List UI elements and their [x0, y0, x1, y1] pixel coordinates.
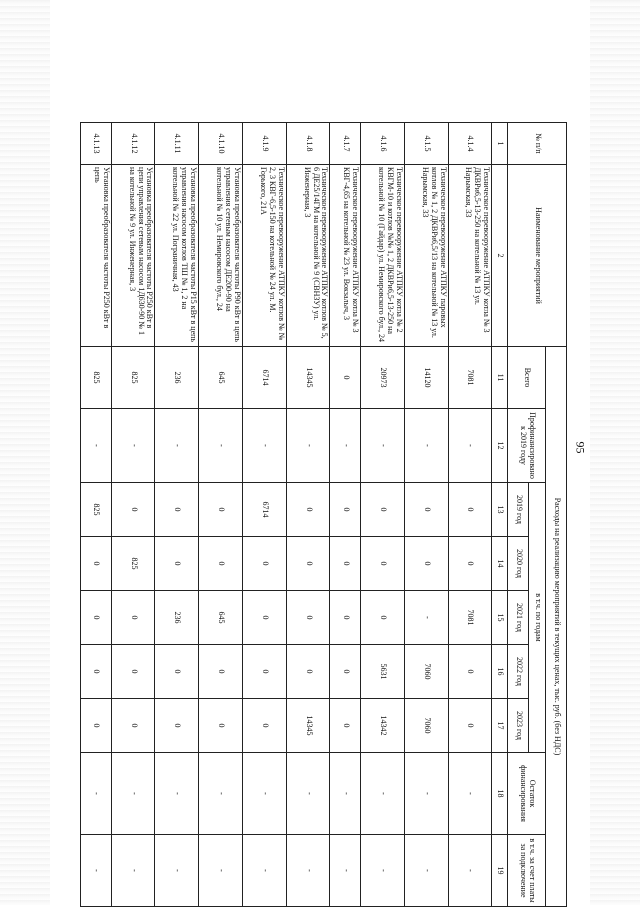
header-by-years: в т.ч. по годам: [529, 483, 547, 753]
row-2019: 0: [111, 483, 155, 537]
row-total: 825: [111, 347, 155, 409]
row-total: 7081: [448, 347, 492, 409]
col-number: 2: [492, 165, 508, 347]
row-total: 0: [330, 347, 361, 409]
row-2021: 236: [155, 591, 199, 645]
header-year-2022: 2022 год: [508, 645, 529, 699]
row-2021: 0: [286, 591, 330, 645]
header-total: Всего: [508, 347, 546, 409]
row-2021: 0: [111, 591, 155, 645]
row-prefinanced: -: [111, 409, 155, 483]
row-name: Техническое перевооружение АТПКУ паровых котлов № 1, 2 ДКВРи6,5/13 на котельной № 13 ул. Нарымская, 33: [404, 165, 448, 347]
table-row: [242, 123, 286, 907]
row-connection-fee: -: [361, 835, 405, 907]
row-2020: 0: [404, 537, 448, 591]
row-name: Техническое перевооружение АТПКУ котлов № 5, 6 ДЕ25/14ГМ на котельной № 9 (СВНЗУ) ул. Инженерная, 3: [286, 165, 330, 347]
row-2019: 0: [404, 483, 448, 537]
row-number: 4.1.11: [155, 123, 199, 165]
row-2023: 14345: [286, 699, 330, 753]
header-name: Наименование мероприятий: [508, 165, 567, 347]
row-name: Установка преобразователя частоты Р250 кВт в цепь: [81, 165, 112, 347]
row-total: 645: [199, 347, 243, 409]
header-num: № п/п: [508, 123, 567, 165]
row-connection-fee: -: [111, 835, 155, 907]
row-connection-fee: -: [404, 835, 448, 907]
row-2021: 0: [330, 591, 361, 645]
row-name: Техническое перевооружение АТПКУ котла № 3 ДКВРи6,5-13-250 на котельной № 13 ул. Нарымская, 33: [448, 165, 492, 347]
row-2022: 0: [111, 645, 155, 699]
table-row: [404, 123, 448, 907]
table-row: [111, 123, 155, 907]
row-2023: 0: [199, 699, 243, 753]
row-prefinanced: -: [242, 409, 286, 483]
row-2022: 0: [155, 645, 199, 699]
row-remainder: -: [199, 753, 243, 835]
col-number: 16: [492, 645, 508, 699]
row-number: 4.1.7: [330, 123, 361, 165]
row-name: Техническое перевооружение АТПКУ котла № 2 КВГМ-10 и котлов №№ 1, 2 ДКВРи6,5-13-250 на котельной № 10 (Гайдар) ул. Немировского бул., 24: [361, 165, 405, 347]
row-2022: 0: [242, 645, 286, 699]
row-2021: -: [404, 591, 448, 645]
row-number: 4.1.12: [111, 123, 155, 165]
table-row: [81, 123, 112, 907]
row-connection-fee: -: [199, 835, 243, 907]
row-2021: 0: [81, 591, 112, 645]
row-name: Установка преобразователя частоты Р90 кВт в цепь управления сетевым насосом ДЕ200-90 на котельной № 10 ул. Немировского бул., 24: [199, 165, 243, 347]
row-2020: 0: [330, 537, 361, 591]
row-total: 14120: [404, 347, 448, 409]
table-row: [361, 123, 405, 907]
header-year-2020: 2020 год: [508, 537, 529, 591]
col-number: 13: [492, 483, 508, 537]
table-row: [199, 123, 243, 907]
row-name: Установка преобразователя частоты Р15 кВт в цепь управления насосом котлов ТШ № 1, 2 на котельной № 22 ул. Пограничная, 43: [155, 165, 199, 347]
row-connection-fee: -: [330, 835, 361, 907]
column-numbers-row: [492, 123, 508, 907]
expenses-table: [80, 122, 567, 907]
col-number: 15: [492, 591, 508, 645]
row-connection-fee: -: [81, 835, 112, 907]
header-prefinanced: Профинансировано к 2019 году: [508, 409, 546, 483]
page-number: 95: [573, 441, 588, 454]
row-number: 4.1.5: [404, 123, 448, 165]
row-2023: 0: [448, 699, 492, 753]
header-year-2023: 2023 год: [508, 699, 529, 753]
row-connection-fee: -: [448, 835, 492, 907]
row-number: 4.1.4: [448, 123, 492, 165]
row-prefinanced: -: [199, 409, 243, 483]
table-body: [81, 123, 492, 907]
row-total: 6714: [242, 347, 286, 409]
row-remainder: -: [404, 753, 448, 835]
row-2020: 825: [111, 537, 155, 591]
row-remainder: -: [155, 753, 199, 835]
row-2023: 0: [81, 699, 112, 753]
row-2023: 14342: [361, 699, 405, 753]
row-total: 825: [81, 347, 112, 409]
row-total: 236: [155, 347, 199, 409]
header-year-2021: 2021 год: [508, 591, 529, 645]
row-2022: 0: [286, 645, 330, 699]
row-name: Техническое перевооружение АТПКУ котла № 3 КВГ-4,65 на котельной № 23 ул. Вокзалыч, 3: [330, 165, 361, 347]
row-2019: 0: [448, 483, 492, 537]
row-name: Техническое перевооружение АТПКУ котлов № № 2, 3 КВГ-6,5-150 на котельной № 24 ул. М. Горького, 21А: [242, 165, 286, 347]
row-2020: 0: [199, 537, 243, 591]
row-2019: 0: [155, 483, 199, 537]
scan-edge-right: [590, 0, 640, 905]
table-row: [286, 123, 330, 907]
table-row: [155, 123, 199, 907]
row-2020: 0: [81, 537, 112, 591]
row-2019: 6714: [242, 483, 286, 537]
row-2022: 0: [199, 645, 243, 699]
row-2021: 645: [199, 591, 243, 645]
row-2020: 0: [286, 537, 330, 591]
row-number: 4.1.9: [242, 123, 286, 165]
row-2021: 0: [242, 591, 286, 645]
row-number: 4.1.13: [81, 123, 112, 165]
row-2020: 0: [361, 537, 405, 591]
table-row: [448, 123, 492, 907]
row-2019: 825: [81, 483, 112, 537]
row-remainder: -: [330, 753, 361, 835]
row-2023: 0: [242, 699, 286, 753]
row-2023: 0: [111, 699, 155, 753]
header-expenses: Расходы на реализацию мероприятий в текущих ценах, тыс. руб. (без НДС): [546, 347, 567, 907]
row-remainder: -: [361, 753, 405, 835]
row-2021: 7081: [448, 591, 492, 645]
header-row-1: [546, 123, 567, 907]
row-2022: 0: [448, 645, 492, 699]
row-connection-fee: -: [155, 835, 199, 907]
row-remainder: -: [81, 753, 112, 835]
col-number: 14: [492, 537, 508, 591]
table-row: [330, 123, 361, 907]
col-number: 17: [492, 699, 508, 753]
row-total: 14345: [286, 347, 330, 409]
row-remainder: -: [111, 753, 155, 835]
row-number: 4.1.8: [286, 123, 330, 165]
row-remainder: -: [242, 753, 286, 835]
header-year-2019: 2019 год: [508, 483, 529, 537]
row-2023: 0: [155, 699, 199, 753]
col-number: 18: [492, 753, 508, 835]
row-name: Установка преобразователя частоты Р250 кВт в цепи управления сетевым насосом 1Д630-90 № 1 на котельной № 9 ул. Инженерная, 3: [111, 165, 155, 347]
row-prefinanced: -: [361, 409, 405, 483]
header-incl-connection: в т.ч. за счет платы за подключение: [508, 835, 546, 907]
row-2019: 0: [361, 483, 405, 537]
row-2020: 0: [242, 537, 286, 591]
row-number: 4.1.10: [199, 123, 243, 165]
col-number: 11: [492, 347, 508, 409]
row-2022: 7060: [404, 645, 448, 699]
row-2021: 0: [361, 591, 405, 645]
row-2023: 0: [330, 699, 361, 753]
col-number: 1: [492, 123, 508, 165]
row-remainder: -: [286, 753, 330, 835]
row-2020: 0: [155, 537, 199, 591]
row-2019: 0: [286, 483, 330, 537]
row-2019: 0: [199, 483, 243, 537]
row-prefinanced: -: [404, 409, 448, 483]
row-connection-fee: -: [286, 835, 330, 907]
row-prefinanced: -: [330, 409, 361, 483]
row-2023: 7060: [404, 699, 448, 753]
col-number: 12: [492, 409, 508, 483]
row-prefinanced: -: [155, 409, 199, 483]
row-2022: 5631: [361, 645, 405, 699]
row-2020: 0: [448, 537, 492, 591]
header-remainder: Остаток финансирования: [508, 753, 546, 835]
row-prefinanced: -: [448, 409, 492, 483]
col-number: 19: [492, 835, 508, 907]
row-2022: 0: [81, 645, 112, 699]
row-2019: 0: [330, 483, 361, 537]
row-2022: 0: [330, 645, 361, 699]
row-connection-fee: -: [242, 835, 286, 907]
row-total: 20973: [361, 347, 405, 409]
row-prefinanced: -: [81, 409, 112, 483]
row-remainder: -: [448, 753, 492, 835]
scan-edge-left: [0, 0, 50, 905]
row-number: 4.1.6: [361, 123, 405, 165]
rotated-table-container: [80, 122, 567, 906]
row-prefinanced: -: [286, 409, 330, 483]
